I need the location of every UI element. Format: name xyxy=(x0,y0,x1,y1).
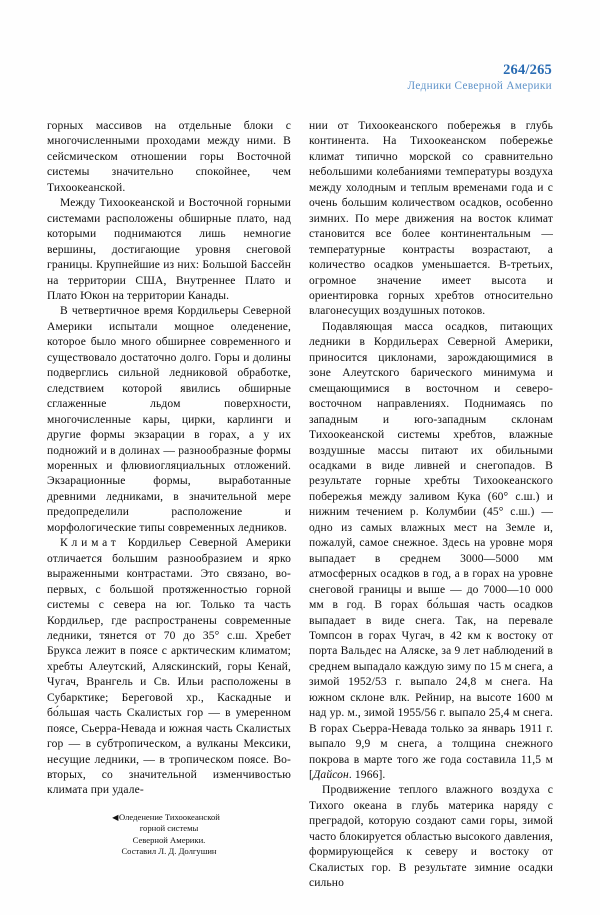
figure-caption xyxy=(47,812,291,858)
caption-line-2: горной системы xyxy=(139,823,199,834)
body-columns xyxy=(47,119,554,892)
caption-line-4: Составил Л. Д. Долгушин xyxy=(121,846,217,857)
paragraph-text: Кордильер Северной Америки отличается большим разнообразием и ярко выраженными контрастами. Это связано, во-первых, с большой протяженностью горной системы с севера на юг. Только та часть Кордильер, где распространены современные ледники, тянется от 70 до 35° с.ш. Хребет Брукса лежит в поясе с арктическим климатом; хребты Алеутский, Аляскинский, горы Кенай, Чугач, Врангель и Св. Ильи расположены в Субарктике; Береговой хр., Каскадные и бо́льшая часть Скалистых гор — в умеренном поясе, Сьерра-Невада и южная часть Скалистых гор — в субтропическом, а вулканы Мексики, несущие ледники, — в тропическом поясе. Во-вторых, со значительной изменчивостью климата при удале- xyxy=(47,537,291,797)
paragraph-climate xyxy=(47,536,291,799)
citation-tail: . 1966]. xyxy=(348,769,386,782)
caption-line-3: Северной Америки. xyxy=(132,834,206,845)
caption-line-1 xyxy=(41,812,291,823)
caption-text: Оледенение Тихоокеанской xyxy=(118,812,220,822)
running-title: Ледники Северной Америки xyxy=(407,79,552,92)
left-column xyxy=(47,119,291,799)
paragraph: нии от Тихоокеанского побережья в глубь континента. На Тихоокеанском побережье климат типично морской со сравнительно небольшими колебаниями температуры воздуха между холодным и теплым временами года и с очень большим количеством осадков, особенно зимних. По мере движения на восток климат становится все более континентальным — температурные контрасты возрастают, а количество осадков уменьшается. В-третьих, огромное значение имеет высота и ориентировка горных хребтов относительно влагонесущих воздушных потоков. xyxy=(309,120,553,318)
paragraph-with-citation xyxy=(309,320,553,784)
paragraph-text: Подавляющая масса осадков, питающих ледники в Кордильерах Северной Америки, приносится циклонами, зарождающимися в зоне Алеутского барического минимума и смещающимися в восточном и северо-восточном направлениях. Поднимаясь по западным и юго-западным склонам Тихоокеанской системы хребтов, влажные воздушные массы питают их обильными осадками в виде ливней и снегопадов. В результате горные хребты Тихоокеанского побережья между заливом Кука (60° с.ш.) и нижним течением р. Колумбии (45° с.ш.) — одно из самых влажных мест на Земле и, пожалуй, самое снежное. Здесь на уровне моря выпадает в среднем 3000—5000 мм атмосферных осадков в год, а в горах на уровне снеговой границы и выше — до 7000—10 000 мм в год. В горах бо́льшая часть осадков выпадает в виде снега. Так, на перевале Томпсон в горах Чугач, в 42 км к востоку от порта Вальдес на Аляске, за 9 лет наблюдений в среднем выпадало каждую зиму по 15 м снега, а зимой 1952/53 г. выпало 24,8 м снега. На южном склоне влк. Рейнир, на высоте 1600 м над ур. м., зимой 1955/56 г. выпало 25,4 м снега. В горах Сьерра-Невада только за январь 1911 г. выпало 9,9 м снега, а толщина снежного покрова в марте того же года составила 11,5 м [ xyxy=(309,320,553,782)
right-column xyxy=(309,119,553,892)
paragraph: Между Тихоокеанской и Восточной горными системами расположены обширные плато, над которыми поднимаются лишь немногие вершины, достигающие уровня снеговой границы. Крупнейшие из них: Большой Бассейн на территории США, Внутреннее Плато и Плато Юкон на территории Канады. xyxy=(47,197,291,302)
left-arrow-icon: ◀ xyxy=(112,812,119,822)
running-head xyxy=(408,62,552,93)
paragraph: горных массивов на отдельные блоки с многочисленными проходами между ними. В сейсмическом отношении горы Восточной системы значительно спокойнее, чем Тихоокеанской. xyxy=(47,120,291,194)
spaced-emphasis-climate: Климат xyxy=(60,537,120,550)
page-number: 264/265 xyxy=(503,62,552,78)
paragraph: Продвижение теплого влажного воздуха с Тихого океана в глубь материка наряду с преградой, которую создают сами горы, зимой часто блокируется областью высокого давления, формирующейся к северу и востоку от Скалистых гор. В результате зимние осадки сильно xyxy=(309,784,553,890)
citation-author: Дайсон xyxy=(312,769,349,782)
paragraph: В четвертичное время Кордильеры Северной Америки испытали мощное оледенение, которое было много обширнее современного и существовало достаточно долго. Горы и долины подверглись сильной ледниковой обработке, следствием которой явились обширные сглаженные льдом поверхности, многочисленные кары, цирки, карлинги и другие формы экзарации в горах, а у их подножий и в долинах — разнообразные формы моренных и флювиогляциальных отложений. Экзарационные формы, выработанные древними ледниками, в значительной мере предопределили расположение и морфологические типы современных ледников. xyxy=(47,305,291,534)
